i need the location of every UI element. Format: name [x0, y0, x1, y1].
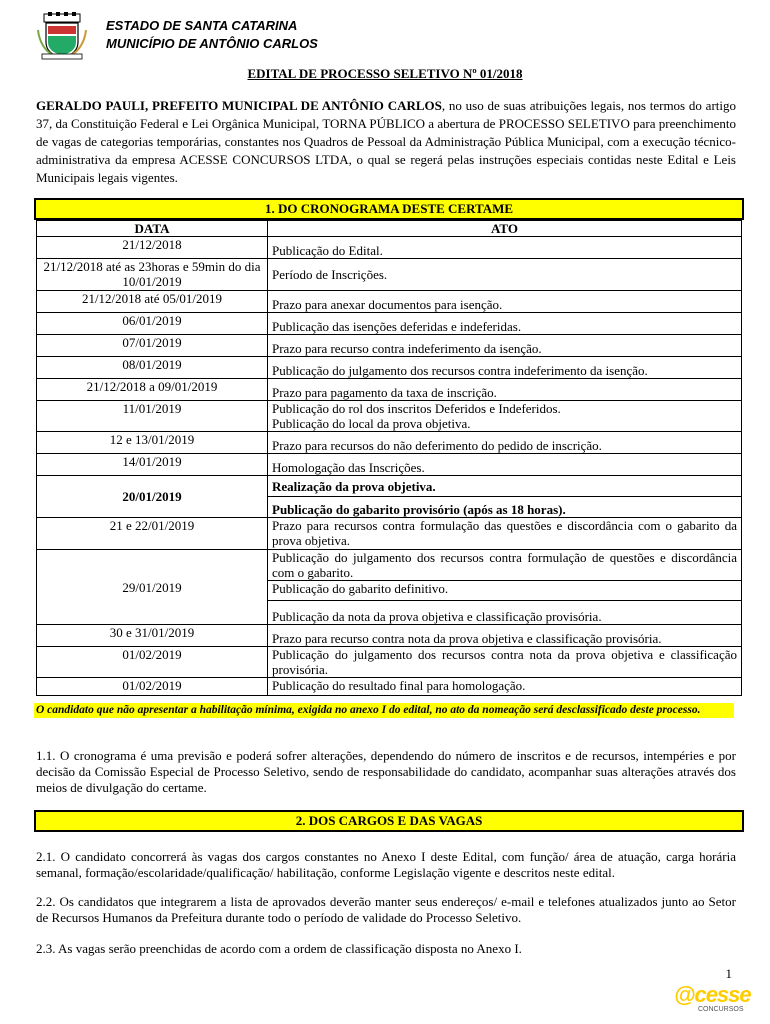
paragraph-1-1: 1.1. O cronograma é uma previsão e poderá sofrer alterações, dependendo do número de inscritos e de recursos, intempéries e por decisão da Comissão Especial de Processo Seletivo, sendo de responsabilidade do candidato, acompanhar suas alterações através dos meios de divulgação do certame.	[36, 748, 736, 795]
row-act: Homologação das Inscrições.	[268, 454, 742, 476]
logo-text: @cesse	[674, 982, 751, 1007]
row-date: 21/12/2018 a 09/01/2019	[37, 379, 268, 401]
page-number: 1	[725, 966, 732, 981]
gabarito-act: Publicação do gabarito provisório (após as 18 horas).	[268, 497, 742, 518]
row-date: 21/12/2018 até 05/01/2019	[37, 291, 268, 313]
row-date: 07/01/2019	[37, 335, 268, 357]
table-row	[37, 291, 742, 313]
paragraph-2-2: 2.2. Os candidatos que integrarem a lista de aprovados deverão manter seus endereços/ e-mail e telefones atualizados junto ao Setor de Recursos Humanos da Prefeitura durante todo o período de validade do Processo Seletivo.	[36, 894, 736, 925]
table-header-row	[37, 221, 742, 237]
table-row	[37, 379, 742, 401]
col-date-header: DATA	[37, 221, 268, 237]
section-1-title: 1. DO CRONOGRAMA DESTE CERTAME	[34, 198, 744, 220]
table-row	[37, 259, 742, 291]
row-date: 21 e 22/01/2019	[37, 518, 268, 550]
table-row	[37, 625, 742, 647]
table-row	[37, 237, 742, 259]
row-act	[268, 401, 742, 432]
paragraph-2-1: 2.1. O candidato concorrerá às vagas dos cargos constantes no Anexo I deste Edital, com função/ área de atuação, carga horária semanal, formação/escolaridade/qualificação/ habilitação, conforme Legislação vigente e descritos neste edital.	[36, 849, 736, 880]
row-act: Publicação do Edital.	[268, 237, 742, 259]
header-municipality: MUNICÍPIO DE ANTÔNIO CARLOS	[106, 36, 318, 51]
row-act: Publicação do resultado final para homologação.	[268, 678, 742, 696]
paragraph-2-3: 2.3. As vagas serão preenchidas de acordo com a ordem de classificação disposta no Anexo I.	[36, 941, 522, 956]
header-state: ESTADO DE SANTA CATARINA	[106, 18, 298, 33]
highlighted-note: O candidato que não apresentar a habilitação mínima, exigida no anexo I do edital, no ato da nomeação será desclassificado deste processo.	[34, 703, 734, 718]
row-act-line: Publicação do rol dos inscritos Deferidos e Indeferidos.	[272, 401, 561, 416]
row-date: 21/12/2018 até as 23horas e 59min do dia 10/01/2019	[37, 259, 268, 291]
table-row	[37, 678, 742, 696]
table-row	[37, 454, 742, 476]
row-act: Publicação do julgamento dos recursos contra indeferimento da isenção.	[268, 357, 742, 379]
municipal-crest-icon	[36, 12, 88, 60]
row-act: Publicação do gabarito definitivo.	[268, 581, 742, 601]
intro-name: GERALDO PAULI	[36, 98, 145, 113]
row-act: Prazo para recursos contra formulação das questões e discordância com o gabarito da prova objetiva.	[268, 518, 742, 550]
row-date: 06/01/2019	[37, 313, 268, 335]
row-act: Prazo para anexar documentos para isenção.	[268, 291, 742, 313]
document-header	[36, 12, 736, 60]
table-row	[37, 550, 742, 581]
row-act: Prazo para recursos do não deferimento do pedido de inscrição.	[268, 432, 742, 454]
row-date: 21/12/2018	[37, 237, 268, 259]
row-act: Período de Inscrições.	[268, 259, 742, 291]
section-2-title: 2. DOS CARGOS E DAS VAGAS	[34, 810, 744, 832]
table-row	[37, 357, 742, 379]
row-date: 30 e 31/01/2019	[37, 625, 268, 647]
row-act: Prazo para recurso contra indeferimento da isenção.	[268, 335, 742, 357]
row-date: 12 e 13/01/2019	[37, 432, 268, 454]
row-act: Prazo para pagamento da taxa de inscrição.	[268, 379, 742, 401]
row-act: Prazo para recurso contra nota da prova objetiva e classificação provisória.	[268, 625, 742, 647]
table-row	[37, 401, 742, 432]
intro-office: PREFEITO MUNICIPAL DE ANTÔNIO CARLOS	[152, 98, 442, 113]
row-date: 01/02/2019	[37, 647, 268, 678]
row-act: Publicação do julgamento dos recursos contra nota da prova objetiva e classificação provisória.	[268, 647, 742, 678]
exam-act: Realização da prova objetiva.	[268, 476, 742, 497]
logo-subtext: CONCURSOS	[698, 1006, 744, 1013]
col-act-header: ATO	[268, 221, 742, 237]
row-act: Publicação da nota da prova objetiva e classificação provisória.	[268, 601, 742, 625]
table-row	[37, 432, 742, 454]
row-date: 08/01/2019	[37, 357, 268, 379]
table-row	[37, 476, 742, 497]
intro-text: , no uso de suas atribuições legais, nos termos do artigo 37, da Constituição Federal e Lei Orgânica Municipal, TORNA PÚBLICO a abertura de PROCESSO SELETIVO para preenchimento de vagas de categorias temporárias, constantes nos Quadros de Pessoal da Administração Pública Municipal, com a execução técnico-administrativa da empresa ACESSE CONCURSOS LTDA, o qual se regerá pelas instruções especiais contidas neste Edital e Leis Municipais legais vigentes.	[36, 98, 736, 185]
row-act: Publicação das isenções deferidas e indeferidas.	[268, 313, 742, 335]
row-date: 29/01/2019	[37, 550, 268, 625]
table-row	[37, 335, 742, 357]
acesse-logo	[674, 982, 751, 1018]
row-act-line: Publicação do local da prova objetiva.	[272, 416, 471, 431]
row-date: 11/01/2019	[37, 401, 268, 432]
schedule-table	[36, 220, 742, 696]
row-date: 14/01/2019	[37, 454, 268, 476]
exam-date: 20/01/2019	[37, 476, 268, 518]
row-act: Publicação do julgamento dos recursos contra formulação de questões e discordância com o gabarito.	[268, 550, 742, 581]
intro-paragraph: GERALDO PAULI, PREFEITO MUNICIPAL DE ANTÔNIO CARLOS, no uso de suas atribuições legais, nos termos do artigo 37, da Constituição Federal e Lei Orgânica Municipal, TORNA PÚBLICO a abertura de PROCESSO SELETIVO para preenchimento de vagas de categorias temporárias, constantes nos Quadros de Pessoal da Administração Pública Municipal, com a execução técnico-administrativa da empresa ACESSE CONCURSOS LTDA, o qual se regerá pelas instruções especiais contidas neste Edital e Leis Municipais legais vigentes.	[36, 98, 736, 185]
table-row	[37, 647, 742, 678]
document-title: EDITAL DE PROCESSO SELETIVO Nº 01/2018	[247, 66, 523, 81]
table-row	[37, 313, 742, 335]
row-date: 01/02/2019	[37, 678, 268, 696]
table-row	[37, 518, 742, 550]
